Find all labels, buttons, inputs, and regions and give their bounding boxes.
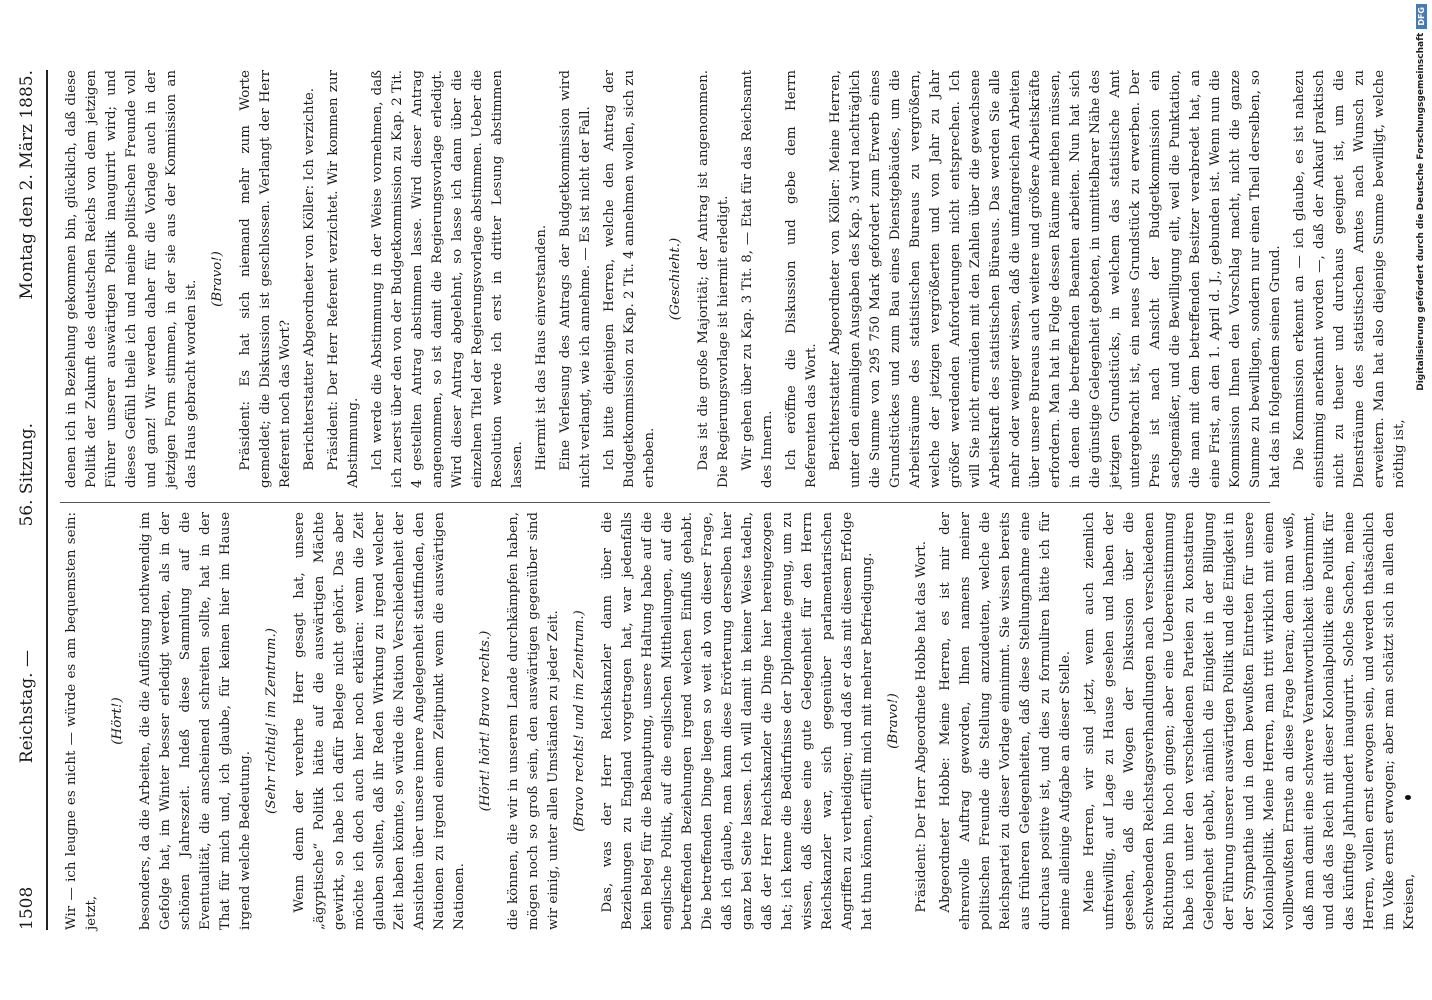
paragraph: Ich werde die Abstimmung in der Weise vornehmen, daß ich zuerst über den von der Budgetkommission zu Kap. 2 Tit. 4 gestellten Antrag abstimmen lasse. Wird dieser Antrag angenommen, so ist damit die Regierungsvorlage erledigt. Wird dieser Antrag abgelehnt, so lasse ich dann über die einzelnen Titel der Regierungsvorlage abstimmen. Ueber die Resolution werde ich erst in dritter Lesung abstimmen lassen.: [370, 70, 525, 488]
paragraph: die können, die wir in unserem Lande durchkämpfen haben, mögen noch so groß sein, den auswärtigen gegenüber sind wir einig, unter allen Umständen zu jeder Zeit.: [506, 512, 561, 930]
interjection: (Hört! hört! Bravo rechts.): [478, 630, 493, 812]
dfg-logo: DFG: [1416, 4, 1427, 29]
speaker-paragraph: Präsident: Der Herr Referent verzichtet. Wir kommen zur Abstimmung.: [326, 70, 361, 488]
running-header: [12, 70, 42, 930]
paragraph: denen ich in Beziehung gekommen bin, glücklich, daß diese Politik der Zukunft des deutschen Reichs von dem jetzigen Führer unserer auswärtigen Politik inaugurirt wird; und dieses Gefühl theile ich und meine politischen Freunde voll und ganz! Wir werden daher für die Vorlage auch in der jetzigen Form stimmen, in der sie aus der Kommission an das Haus gebracht worden ist.: [64, 70, 199, 488]
digitization-note: [1412, 0, 1430, 1000]
right-column: [62, 70, 1414, 488]
speaker-paragraph: Präsident: Der Herr Abgeordnete Hobbe hat das Wort.: [914, 540, 929, 913]
interjection: (Geschieht.): [668, 237, 683, 321]
column-divider: [60, 502, 1270, 503]
paragraph: Das, was der Herr Reichskanzler dann über die Beziehungen zu England vorgetragen hat, war jedenfalls kein Beleg für die Behauptung, unsere Haltung habe auf die englische Politik, auf die englischen Mittheilungen, auf die betreffenden Beziehungen irgend welchen Einfluß gehabt. Die betreffenden Dinge liegen so weit ab von dieser Frage, daß ich glaube, man kann diese Erörterung derselben hier ganz bei Seite lassen. Ich will damit in keiner Weise tadeln, daß der Herr Reichskanzler die Dinge hier hereingezogen hat; ich kenne die Bedürfnisse der Diplomatie genug, um zu wissen, daß diese eine gute Gelegenheit für den Herrn Reichskanzler war, sich gegenüber parlamentarischen Angriffen zu vertheidigen; und daß er das mit diesem Erfolge hat thun können, erfüllt mich mit mehrer Befriedigung.: [600, 512, 875, 930]
interjection: (Bravo!): [886, 693, 901, 749]
paragraph: Ich bitte diejenigen Herren, welche den Antrag der Budgetkommission zu Kap. 2 Tit. 4 annehmen wollen, sich zu erheben.: [602, 70, 657, 488]
speaker-paragraph: Berichterstatter Abgeordneter von Köller: Meine Herren, unter den einmaligen Ausgaben des Kap. 3 wird nachträglich die Summe von 295 750 Mark gefordert zum Erwerb eines Grundstückes und zum Bau eines Dienstgebäudes, um die Arbeitsräume des statistischen Bureaus zu vergrößern, welche der jetzigen vergrößerten und von Jahr zu Jahr größer werdenden Anforderungen nicht entsprechen. Ich will Sie nicht ermüden mit den Zahlen über die gewachsene Arbeitskraft des statistischen Büreaus. Das werden Sie alle mehr oder weniger wissen, daß die umfangreichen Arbeiten über unsere Bureaus auch weitere und größere Arbeitskräfte erfordern. Man hat in Folge dessen Räume miethen müssen, in denen die betreffenden Beamten arbeiten. Nun hat sich die günstige Gelegenheit geboten, in unmittelbarer Nähe des jetzigen Grundstücks, in welchem das statistische Amt untergebracht ist, ein neues Grundstück zu erwerben. Der Preis ist nach Ansicht der Budgetkommission ein sachgemäßer, und die Bewilligung eilt, weil die Punktation, die man mit dem betreffenden Besitzer verabredet hat, an eine Frist, an den 1. April d. J., gebunden ist. Wenn nun die Kommission Ihnen den Vorschlag macht, nicht die ganze Summe zu bewilligen, sondern nur einen Theil derselben, so hat das in folgendem seinen Grund.: [828, 70, 1283, 488]
interjection: (Bravo!): [210, 251, 225, 307]
paragraph: Eine Verlesung des Antrags der Budgetkommission wird nicht verlangt, wie ich annehme. — Es ist nicht der Fall.: [558, 70, 593, 488]
interjection: (Hört!): [110, 697, 125, 745]
paragraph: Meine Herren, wir sind jetzt, wenn auch ziemlich unfreiwillig, auf Lage zu Hause gesehen und haben der gesehen, daß die Wogen der Diskussion über die schwebenden Reichstagsverhandlungen nach verschiedenen Richtungen hin hoch gingen; aber eine Uebereinstimmung habe ich unter den verschiedenen Parteien zu konstatiren Gelegenheit gehabt, nämlich die Einigkeit in der Billigung der Führung unserer auswärtigen Politik und die Einigkeit in der Sympathie und in dem bewußten Eintreten für unsere Kolonialpolitik. Meine Herren, man tritt wirklich mit einem vollbewußten Ernste an diese Frage heran; denn man weiß, daß man damit eine schwere Verantwortlichkeit übernimmt, und daß das Reich mit dieser Kolonialpolitik eine Politik für das künftige Jahrhundert inaugurirt. Solche Sachen, meine Herren, wollen ernst erwogen sein, und werden thatsächlich im Volke ernst erwogen; aber man schätzt sich in allen den Kreisen,: [1082, 512, 1417, 930]
interjection: (Bravo rechts! und im Zentrum.): [572, 610, 587, 832]
paragraph: Wenn denn der verehrte Herr gesagt hat, unsere „ägyptische“ Politik hätte auf die auswärtigen Mächte gewirkt, so habe ich dafür Belege nicht gehört. Das aber möchte ich doch auch hier noch erklären: wenn die Zeit glauben sollten, daß ihr Reden Wirkung zu irgend welcher Zeit haben könnte, so würde die Nation Verschiedenheit der Ansichten über unsere innere Angelegenheit stattfinden, den Nationen zu irgend einem Zeitpunkt wenn die auswärtigen Nationen.: [292, 512, 467, 930]
digitization-text: Digitalisierung gefördert durch die Deutsche Forschungsgemeinschaft: [1416, 32, 1426, 391]
speaker-paragraph: Abgeordneter Hobbe: Meine Herren, es ist mir der ehrenvolle Auftrag geworden, Ihnen namens meiner politischen Freunde die Stellung anzudeuten, welche die Reichspartei zu dieser Vorlage einnimmt. Sie wissen bereits aus früheren Gelegenheiten, daß diese Stellungnahme eine durchaus positive ist, und dies zu formuliren hätte ich für meine alleinige Aufgabe an dieser Stelle.: [938, 512, 1073, 930]
paragraph: Wir — ich leugne es nicht — würde es am bequemsten sein: jetzt,: [64, 512, 99, 930]
header-center: 56. Sitzung.: [17, 423, 37, 527]
page-number: 1508: [17, 886, 37, 930]
paragraph: besonders, da die Arbeiten, die die Auflösung nothwendig im Gefolge hat, im Winter besser erledigt werden, als in der schönen Jahreszeit. Indeß diese Sammlung auf die Eventualität, die anscheinend schreiten sollte, hat in der That für mich und, ich glaube, für keinen hier im Hause irgend welche Bedeutung.: [138, 512, 253, 930]
header-left: Reichstag. —: [17, 650, 37, 764]
ink-speck: [1405, 795, 1411, 800]
paragraph: Ich eröffne die Diskussion und gebe dem Herrn Referenten das Wort.: [784, 70, 819, 488]
interjection: (Sehr richtig! im Zentrum.): [264, 628, 279, 814]
speaker-paragraph: Berichterstatter Abgeordneter von Köller: Ich verzichte.: [302, 87, 317, 471]
header-rule: [46, 70, 48, 930]
paragraph: Die Kommission erkennt an — ich glaube, es ist nahezu einstimmig anerkannt worden —, daß der Ankauf praktisch nicht zu theuer und durchaus geeignet ist, um die Diensträume des statistischen Amtes nach Wunsch zu erweitern. Man hat also diejenige Summe bewilligt, welche nöthig ist,: [1292, 70, 1407, 488]
left-column: [62, 512, 1424, 930]
paragraph: Wir gehen über zu Kap. 3 Tit. 8, — Etat für das Reichsamt des Innern.: [740, 70, 775, 488]
speaker-paragraph: Präsident: Es hat sich niemand mehr zum Worte gemeldet; die Diskussion ist geschlossen. Verlangt der Herr Referent noch das Wort?: [238, 70, 293, 488]
paragraph: Das ist die große Majorität; der Antrag ist angenommen. Die Regierungsvorlage ist hiermit erledigt.: [696, 70, 731, 488]
header-right: Montag den 2. März 1885.: [17, 70, 37, 300]
paragraph: Hiermit ist das Haus einverstanden.: [534, 224, 549, 471]
